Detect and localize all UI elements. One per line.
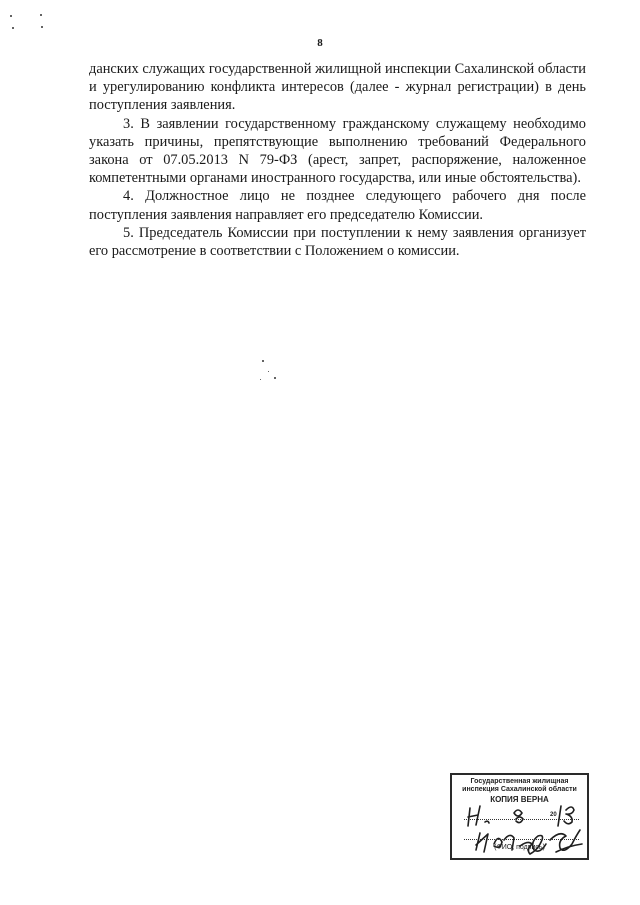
paragraph-item-4: 4. Должностное лицо не позднее следующего рабочего дня после поступления заявления направляет его председателю Комиссии. [89, 188, 586, 223]
paragraph-continuation: данских служащих государственной жилищной инспекции Сахалинской области и урегулированию конфликта интересов (далее - журнал регистрации) в день поступления заявления. [89, 61, 586, 114]
stamp-org-line-1: Государственная жилищная [470, 778, 569, 785]
stamp-copy-label: КОПИЯ ВЕРНА [490, 795, 549, 804]
page-number: 8 [317, 37, 323, 49]
paragraph-item-3: 3. В заявлении государственному гражданскому служащему необходимо указать причины, препятствующие выполнению требований Федерального закона от 07.05.2013 N 79-ФЗ (арест, запрет, распоряжение, наложенное компетентными органами иностранного государства, или иные обстоятельства). [89, 115, 586, 187]
paragraph-item-5: 5. Председатель Комиссии при поступлении к нему заявления организует его рассмотрение в соответствии с Положением о комиссии. [89, 224, 586, 260]
stamp-year-prefix: 20 [550, 812, 557, 818]
stamp-caption: (ФИО, подпись) [494, 844, 545, 851]
stamp-org-line-2: инспекция Сахалинской области [462, 786, 577, 793]
